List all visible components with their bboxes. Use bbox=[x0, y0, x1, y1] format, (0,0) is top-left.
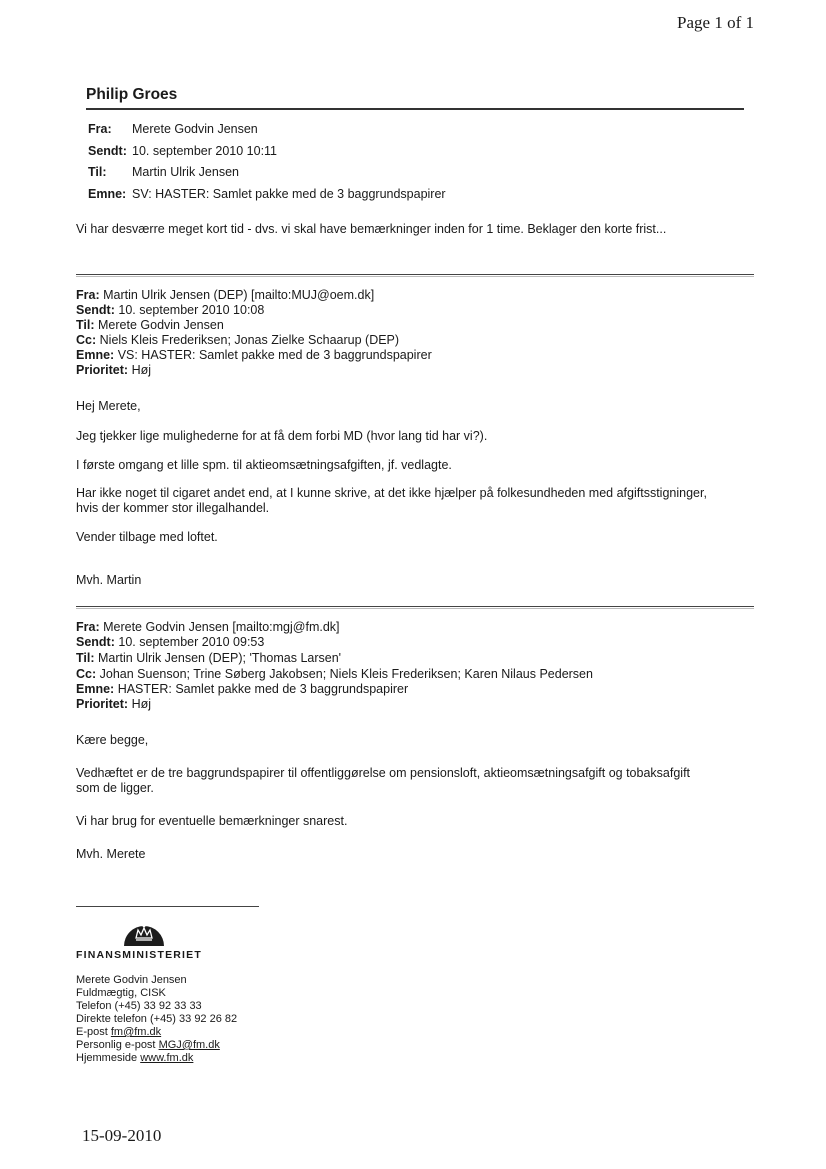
priority-label: Prioritet: bbox=[76, 363, 129, 377]
cc-value: Johan Suenson; Trine Søberg Jakobsen; Niels Kleis Frederiksen; Karen Nilaus Pedersen bbox=[99, 667, 593, 681]
paragraph: Har ikke noget til cigaret andet end, at I kunne skrive, at det ikke hjælper på folkesundheden med afgiftsstigninger, bbox=[76, 486, 707, 500]
closing: Mvh. Martin bbox=[76, 573, 142, 587]
subject-label: Emne: bbox=[76, 682, 115, 696]
org-logo-text: FINANSMINISTERIET bbox=[76, 949, 202, 961]
website-link[interactable]: www.fm.dk bbox=[140, 1052, 194, 1064]
email-label: E-post bbox=[76, 1026, 108, 1038]
cc-label: Cc: bbox=[76, 333, 97, 347]
subject-value: HASTER: Samlet pakke med de 3 baggrundspapirer bbox=[117, 682, 409, 696]
signature-website-row bbox=[76, 1052, 193, 1065]
to-label: Til: bbox=[76, 318, 95, 332]
to-value: Martin Ulrik Jensen bbox=[132, 165, 239, 179]
closing: Mvh. Merete bbox=[76, 847, 146, 861]
from-value: Merete Godvin Jensen [mailto:mgj@fm.dk] bbox=[103, 620, 340, 634]
paragraph: som de ligger. bbox=[76, 781, 154, 795]
from-label: Fra: bbox=[88, 122, 112, 136]
subject-value: SV: HASTER: Samlet pakke med de 3 baggrundspapirer bbox=[132, 187, 446, 201]
from-label: Fra: bbox=[76, 288, 100, 302]
from-label: Fra: bbox=[76, 620, 100, 634]
paragraph: Vi har brug for eventuelle bemærkninger snarest. bbox=[76, 814, 348, 828]
divider bbox=[86, 108, 744, 110]
greeting: Kære begge, bbox=[76, 733, 149, 747]
email-link[interactable]: fm@fm.dk bbox=[110, 1026, 162, 1038]
to-label: Til: bbox=[76, 651, 95, 665]
signature-phone: Telefon (+45) 33 92 33 33 bbox=[76, 1000, 202, 1012]
signature-title: Fuldmægtig, CISK bbox=[76, 987, 166, 999]
sent-value: 10. september 2010 09:53 bbox=[118, 635, 265, 649]
signature-divider bbox=[76, 906, 259, 907]
signature-name: Merete Godvin Jensen bbox=[76, 974, 187, 986]
subject-label: Emne: bbox=[88, 187, 127, 201]
cc-label: Cc: bbox=[76, 667, 97, 681]
from-value: Martin Ulrik Jensen (DEP) [mailto:MUJ@oem.dk] bbox=[103, 288, 375, 302]
priority-value: Høj bbox=[131, 697, 152, 711]
sent-label: Sendt: bbox=[76, 303, 115, 317]
sent-label: Sendt: bbox=[76, 635, 115, 649]
subject-value: VS: HASTER: Samlet pakke med de 3 baggrundspapirer bbox=[117, 348, 432, 362]
sent-value: 10. september 2010 10:08 bbox=[118, 303, 265, 317]
signature-personal-email-row bbox=[76, 1039, 220, 1052]
footer-date: 15-09-2010 bbox=[82, 1126, 162, 1145]
paragraph: I første omgang et lille spm. til aktieomsætningsafgiften, jf. vedlagte. bbox=[76, 458, 452, 472]
subject-label: Emne: bbox=[76, 348, 115, 362]
website-label: Hjemmeside bbox=[76, 1052, 138, 1064]
paragraph: Vedhæftet er de tre baggrundspapirer til offentliggørelse om pensionsloft, aktieomsætningsafgift og tobaksafgift bbox=[76, 766, 691, 780]
paragraph: Vender tilbage med loftet. bbox=[76, 530, 218, 544]
account-name: Philip Groes bbox=[86, 86, 178, 103]
crown-icon bbox=[122, 920, 166, 946]
to-label: Til: bbox=[88, 165, 107, 179]
signature-direct-phone: Direkte telefon (+45) 33 92 26 82 bbox=[76, 1013, 238, 1025]
signature-email-row bbox=[76, 1026, 161, 1039]
priority-label: Prioritet: bbox=[76, 697, 129, 711]
sent-label: Sendt: bbox=[88, 144, 127, 158]
personal-email-link[interactable]: MGJ@fm.dk bbox=[158, 1039, 220, 1051]
top-message-body: Vi har desværre meget kort tid - dvs. vi skal have bemærkninger inden for 1 time. Beklager den korte frist... bbox=[76, 222, 667, 236]
divider bbox=[76, 274, 754, 275]
priority-value: Høj bbox=[131, 363, 152, 377]
to-value: Merete Godvin Jensen bbox=[98, 318, 224, 332]
greeting: Hej Merete, bbox=[76, 399, 141, 413]
from-value: Merete Godvin Jensen bbox=[132, 122, 258, 136]
page-number: Page 1 of 1 bbox=[677, 13, 754, 32]
cc-value: Niels Kleis Frederiksen; Jonas Zielke Schaarup (DEP) bbox=[99, 333, 400, 347]
divider bbox=[76, 606, 754, 607]
sent-value: 10. september 2010 10:11 bbox=[132, 144, 278, 158]
personal-email-label: Personlig e-post bbox=[76, 1039, 156, 1051]
to-value: Martin Ulrik Jensen (DEP); 'Thomas Larsen' bbox=[98, 651, 342, 665]
paragraph: hvis der kommer stor illegalhandel. bbox=[76, 501, 270, 515]
paragraph: Jeg tjekker lige mulighederne for at få dem forbi MD (hvor lang tid har vi?). bbox=[76, 429, 488, 443]
